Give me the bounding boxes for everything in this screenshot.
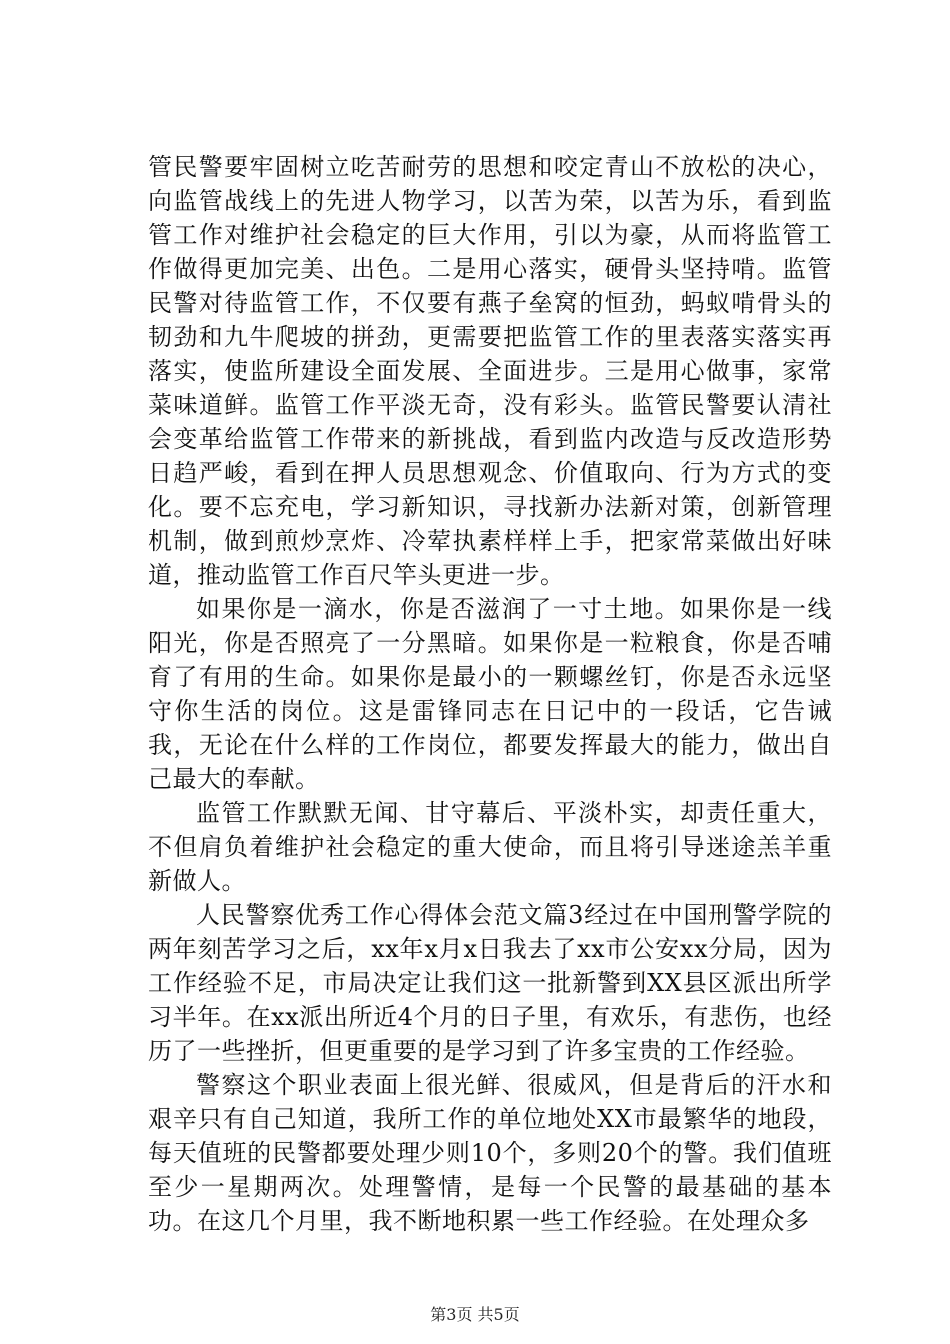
document-body [148, 150, 832, 1238]
paragraph-police-profession: 警察这个职业表面上很光鲜、很威风，但是背后的汗水和艰辛只有自己知道，我所工作的单位地处XX市最繁华的地段，每天值班的民警都要处理少则10个，多则20个的警。我们值班至少一星期两次。处理警情，是每一个民警的最基础的基本功。在这几个月里，我不断地积累一些工作经验。在处理众多 [148, 1071, 832, 1235]
paragraph-continuation: 管民警要牢固树立吃苦耐劳的思想和咬定青山不放松的决心，向监管战线上的先进人物学习，以苦为荣，以苦为乐，看到监管工作对维护社会稳定的巨大作用，引以为豪，从而将监管工作做得更加完美、出色。二是用心落实，硬骨头坚持啃。监管民警对待监管工作，不仅要有燕子垒窝的恒劲，蚂蚁啃骨头的韧劲和九牛爬坡的拼劲，更需要把监管工作的里表落实落实再落实，使监所建设全面发展、全面进步。三是用心做事，家常菜味道鲜。监管工作平淡无奇，没有彩头。监管民警要认清社会变革给监管工作带来的新挑战，看到监内改造与反改造形势日趋严峻，看到在押人员思想观念、价值取向、行为方式的变化。要不忘充电，学习新知识，寻找新办法新对策，创新管理机制，做到煎炒烹炸、冷荤执素样样上手，把家常菜做出好味道，推动监管工作百尺竿头更进一步。 [148, 153, 832, 589]
page-number-footer: 第3页 共5页 [430, 1305, 520, 1324]
paragraph-article-3-intro: 人民警察优秀工作心得体会范文篇3经过在中国刑警学院的两年刻苦学习之后，xx年x月x日我去了xx市公安xx分局，因为工作经验不足，市局决定让我们这一批新警到XX县区派出所学习半年。在xx派出所近4个月的日子里，有欢乐，有悲伤，也经历了一些挫折，但更重要的是学习到了许多宝贵的工作经验。 [148, 901, 832, 1065]
paragraph-lei-feng-quote: 如果你是一滴水，你是否滋润了一寸土地。如果你是一线阳光，你是否照亮了一分黑暗。如果你是一粒粮食，你是否哺育了有用的生命。如果你是最小的一颗螺丝钉，你是否永远坚守你生活的岗位。这是雷锋同志在日记中的一段话，它告诫我，无论在什么样的工作岗位，都要发挥最大的能力，做出自己最大的奉献。 [148, 595, 832, 793]
paragraph-supervision-work: 监管工作默默无闻、甘守幕后、平淡朴实，却责任重大，不但肩负着维护社会稳定的重大使命，而且将引导迷途羔羊重新做人。 [148, 799, 832, 895]
